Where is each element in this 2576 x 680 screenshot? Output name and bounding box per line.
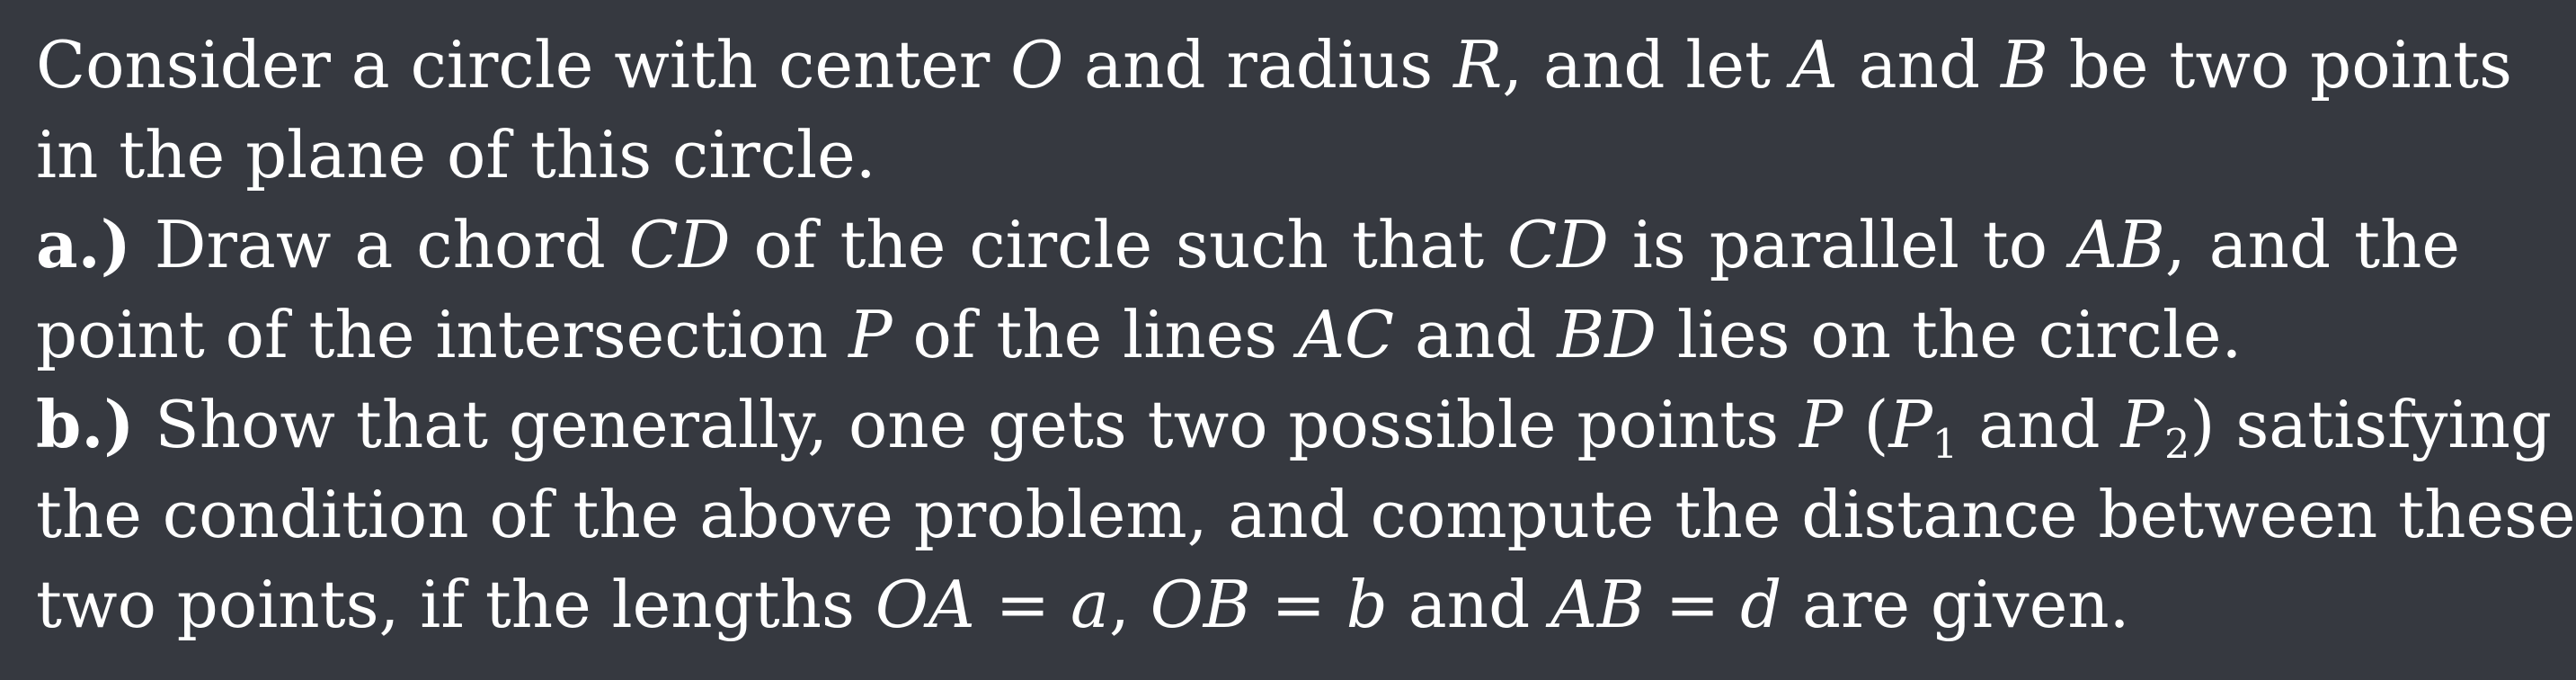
text: and: [1837, 27, 2001, 103]
math-var: b: [1346, 567, 1388, 642]
text: of the circle such that: [730, 207, 1508, 282]
text: two points, if the lengths: [36, 567, 875, 642]
math-var: OA: [875, 567, 975, 642]
subscript: 2: [2163, 421, 2190, 469]
math-var: AB: [1550, 567, 1645, 642]
text: in the plane of this circle.: [36, 117, 876, 192]
math-var: BD: [1557, 297, 1657, 372]
math-var: O: [1010, 27, 1064, 103]
math-var: OB: [1150, 567, 1251, 642]
text: , and the: [2164, 207, 2460, 282]
text: of the lines: [892, 297, 1299, 372]
math-var: d: [1740, 567, 1782, 642]
problem-line-2: [36, 110, 2460, 200]
part-b-line-3: [36, 559, 2460, 649]
text: Draw a chord: [130, 207, 629, 282]
part-b-line-1: [36, 380, 2552, 470]
text: (: [1843, 387, 1889, 462]
text: is parallel to: [1608, 207, 2072, 282]
math-var: a: [1070, 567, 1109, 642]
problem-line-1: [36, 20, 2512, 110]
part-a-line-1: [36, 200, 2460, 290]
part-a-label: a.): [36, 206, 131, 282]
math-var: P: [2120, 387, 2164, 462]
part-b-label: b.): [36, 386, 135, 462]
text: and radius: [1063, 27, 1454, 103]
math-var: CD: [628, 207, 731, 282]
math-var: AB: [2071, 207, 2165, 282]
subscript: 1: [1932, 421, 1959, 469]
math-var: B: [2000, 27, 2048, 103]
text: ) satisfying: [2190, 387, 2552, 462]
text: lies on the circle.: [1656, 297, 2243, 372]
text: =: [1250, 567, 1346, 642]
text: are given.: [1781, 567, 2130, 642]
part-b-line-2: [36, 470, 2576, 559]
math-var: R: [1453, 27, 1503, 103]
text: the condition of the above problem, and compute the distance between these: [36, 477, 2576, 552]
part-a-line-2: [36, 290, 2460, 380]
text: =: [974, 567, 1071, 642]
text: and: [1387, 567, 1551, 642]
text: point of the intersection: [36, 297, 849, 372]
text: and: [1958, 387, 2121, 462]
math-var: AC: [1298, 297, 1395, 372]
math-var: P: [848, 297, 893, 372]
math-var: CD: [1507, 207, 1609, 282]
math-var: P: [1799, 387, 1843, 462]
text: =: [1644, 567, 1741, 642]
math-var: P: [1888, 387, 1932, 462]
text: ,: [1108, 567, 1150, 642]
text: and: [1394, 297, 1558, 372]
text: Show that generally, one gets two possible points: [134, 387, 1800, 462]
math-var: A: [1790, 27, 1838, 103]
text: Consider a circle with center: [36, 27, 1011, 103]
text: , and let: [1502, 27, 1791, 103]
text: be two points: [2047, 27, 2512, 103]
